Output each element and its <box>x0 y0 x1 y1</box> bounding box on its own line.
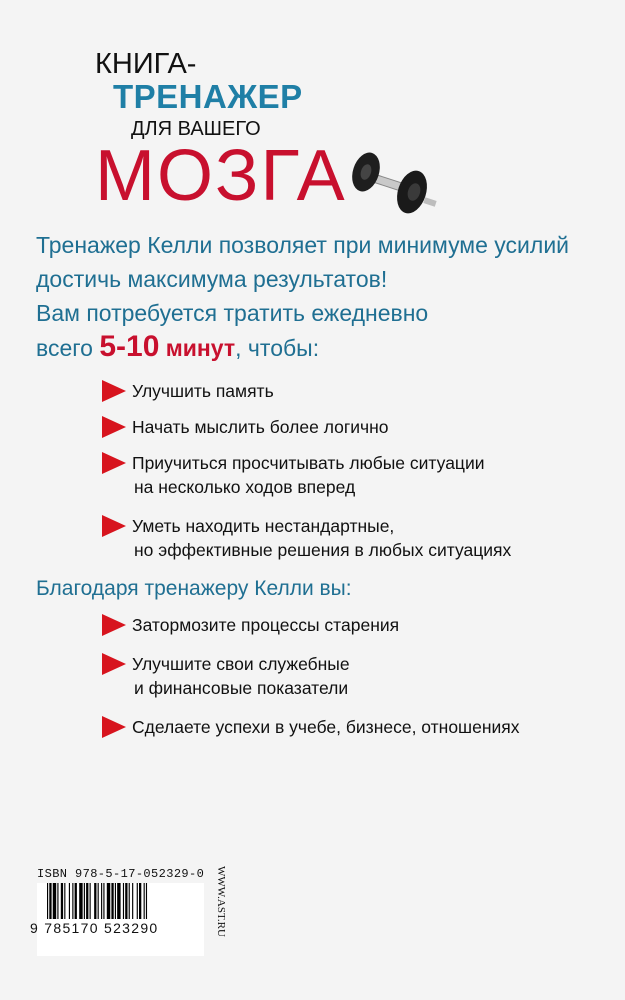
list-item <box>100 379 600 403</box>
minutes-number: 5-10 <box>99 330 160 363</box>
list-item-subtext: на несколько ходов вперед <box>134 477 356 497</box>
barcode-bar <box>129 883 130 919</box>
barcode-bar <box>79 883 82 919</box>
barcode-bar <box>75 883 77 919</box>
red-arrow-icon <box>102 416 126 438</box>
red-arrow-icon <box>102 614 126 636</box>
barcode-bar <box>86 883 88 919</box>
barcode-bar <box>94 883 96 919</box>
benefits-list <box>100 379 600 574</box>
barcode-bar <box>107 883 110 919</box>
barcode-bar <box>132 883 133 919</box>
intro-line-4 <box>36 330 606 365</box>
red-arrow-icon <box>102 380 126 402</box>
list-item <box>100 715 600 739</box>
intro-line-4-suffix: , чтобы: <box>235 335 320 361</box>
barcode-bar <box>69 883 70 919</box>
barcode-bar <box>64 883 65 919</box>
barcode-bar <box>115 883 116 919</box>
barcode-bar <box>57 883 58 919</box>
results-heading: Благодаря тренажеру Келли вы: <box>36 577 352 600</box>
barcode-bar <box>139 883 141 919</box>
list-item <box>100 652 600 700</box>
barcode-bar <box>117 883 120 919</box>
minutes-unit: минут <box>159 335 236 361</box>
red-arrow-icon <box>102 653 126 675</box>
barcode-digits: 9 785170 523290 <box>30 920 159 936</box>
barcode-bar <box>61 883 63 919</box>
barcode-bar <box>125 883 127 919</box>
list-item <box>100 514 600 562</box>
list-item-text: Сделаете успехи в учебе, бизнесе, отношениях <box>132 717 520 737</box>
barcode-bar <box>98 883 99 919</box>
results-list <box>100 613 600 754</box>
red-arrow-icon <box>102 452 126 474</box>
list-item <box>100 451 600 499</box>
publisher-url-text: WWW.AST.RU <box>215 866 227 937</box>
list-item-text: Улучшить память <box>132 381 274 401</box>
title-line-mozga: МОЗГА <box>95 136 347 216</box>
title-line-dlya-vashego: ДЛЯ ВАШЕГО <box>131 118 261 140</box>
intro-line-1: Тренажер Келли позволяет при минимуме усилий <box>36 232 570 258</box>
list-item <box>100 613 600 637</box>
intro-line-3: Вам потребуется тратить ежедневно <box>36 300 429 326</box>
list-item-subtext: и финансовые показатели <box>134 678 349 698</box>
title-line-kniga: КНИГА- <box>95 48 197 80</box>
dumbbell-icon <box>340 150 440 220</box>
barcode-bar <box>53 883 56 919</box>
title-line-trenazher: ТРЕНАЖЕР <box>113 78 303 115</box>
red-arrow-icon <box>102 515 126 537</box>
barcode-bar <box>123 883 124 919</box>
barcode-bar <box>72 883 73 919</box>
list-item-text: Улучшите свои служебные <box>132 654 350 674</box>
list-item-text: Начать мыслить более логично <box>132 417 389 437</box>
barcode-bar <box>47 883 48 919</box>
barcode-bar <box>146 883 147 919</box>
intro-line-4-prefix: всего <box>36 335 100 361</box>
list-item-subtext: но эффективные решения в любых ситуациях <box>134 540 512 560</box>
barcode-bar <box>144 883 145 919</box>
barcode-bar <box>111 883 113 919</box>
list-item-text: Затормозите процессы старения <box>132 615 400 635</box>
barcode-bar <box>103 883 104 919</box>
red-arrow-icon <box>102 716 126 738</box>
barcode-bar <box>101 883 102 919</box>
barcode-bar <box>90 883 91 919</box>
intro-text <box>36 228 606 365</box>
isbn-label: ISBN 978-5-17-052329-0 <box>37 867 205 881</box>
list-item-text: Приучиться просчитывать любые ситуации <box>132 453 485 473</box>
barcode-bar <box>49 883 51 919</box>
intro-line-2: достичь максимума результатов! <box>36 266 388 292</box>
list-item-text: Уметь находить нестандартные, <box>132 516 395 536</box>
list-item <box>100 415 600 439</box>
barcode-bar <box>137 883 138 919</box>
publisher-url <box>214 864 228 954</box>
barcode-bar <box>84 883 85 919</box>
